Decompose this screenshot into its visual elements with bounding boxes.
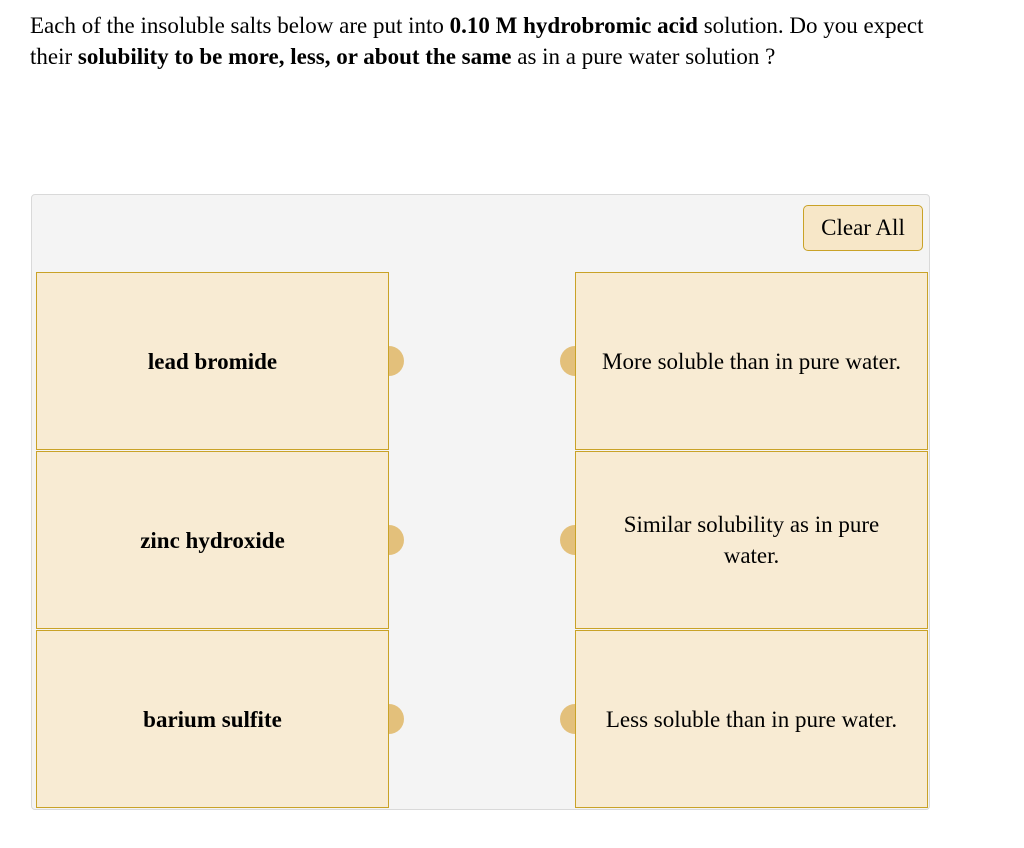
connector-knob-icon[interactable] xyxy=(389,346,404,376)
connector-knob-icon[interactable] xyxy=(389,704,404,734)
connector-knob-icon[interactable] xyxy=(389,525,404,555)
question-text xyxy=(30,10,970,72)
question-part-1: Each of the insoluble salts below are put into xyxy=(30,13,450,38)
right-item-2[interactable] xyxy=(575,630,928,808)
left-item-1[interactable] xyxy=(36,451,389,629)
right-item-label: Similar solubility as in pure water. xyxy=(623,512,880,568)
right-item-label: Less soluble than in pure water. xyxy=(605,706,898,732)
matching-widget xyxy=(31,194,930,810)
right-column xyxy=(575,272,928,809)
connector-knob-icon[interactable] xyxy=(560,346,575,376)
question-bold-1: 0.10 M hydrobromic acid xyxy=(449,13,698,38)
left-item-label: zinc hydroxide xyxy=(140,527,285,553)
question-part-2: solution. Do you expect their xyxy=(30,13,924,69)
right-item-1[interactable] xyxy=(575,451,928,629)
connector-knob-icon[interactable] xyxy=(560,704,575,734)
left-item-2[interactable] xyxy=(36,630,389,808)
left-item-label: barium sulfite xyxy=(143,706,282,732)
right-item-0[interactable] xyxy=(575,272,928,450)
question-bold-2: solubility to be more, less, or about the same xyxy=(77,44,512,69)
clear-all-button[interactable]: Clear All xyxy=(803,205,923,251)
question-part-3: as in a pure water solution ? xyxy=(511,44,776,69)
right-item-label: More soluble than in pure water. xyxy=(602,348,901,374)
left-column xyxy=(36,272,389,809)
left-item-0[interactable] xyxy=(36,272,389,450)
left-item-label: lead bromide xyxy=(147,348,278,374)
connector-knob-icon[interactable] xyxy=(560,525,575,555)
